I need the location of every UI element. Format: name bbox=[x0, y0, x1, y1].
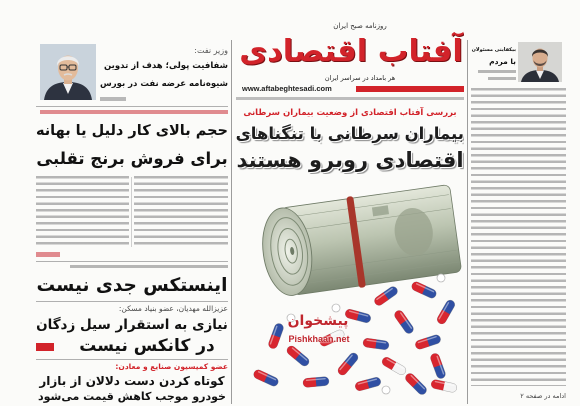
rice-story-body-column-1 bbox=[134, 176, 228, 248]
continued-on-page-link[interactable]: ادامه در صفحه ۲ bbox=[520, 392, 566, 400]
oil-minister-photo bbox=[40, 44, 96, 100]
pill bbox=[437, 274, 445, 282]
capsule bbox=[373, 285, 399, 307]
website-url: www.aftabeghtesadi.com bbox=[242, 84, 332, 93]
capsule bbox=[303, 376, 330, 387]
column-divider-right bbox=[467, 40, 468, 404]
editorial-title: بیکفایتی مسئولان bbox=[471, 47, 516, 53]
pill bbox=[382, 386, 390, 394]
instex-story-headline[interactable]: اینستکس جدی نیست bbox=[36, 275, 228, 296]
editorial-author-photo bbox=[518, 42, 562, 82]
editorial-author-role bbox=[488, 77, 516, 80]
capsule bbox=[285, 344, 311, 368]
lead-story-headline-line2[interactable]: اقتصادی روبرو هستند bbox=[236, 148, 464, 172]
lead-story-headline[interactable]: بیماران سرطانی با تنگناهای bbox=[236, 124, 464, 143]
capsule bbox=[336, 351, 360, 377]
column-divider-left bbox=[231, 40, 232, 404]
flood-story-headline-line2[interactable]: در کانکس نیست bbox=[79, 336, 215, 356]
car-market-headline[interactable]: کوتاه کردن دست دلالان از بازار bbox=[39, 374, 225, 388]
editorial-body-text bbox=[471, 88, 566, 386]
capsule-red-half bbox=[430, 379, 445, 391]
capsule bbox=[410, 280, 437, 299]
masthead-tagline: روزنامه صبح ایران bbox=[333, 22, 387, 30]
editorial-title-line2: با مردم bbox=[489, 57, 516, 66]
car-market-kicker: عضو کمیسیون صنایع و معادن: bbox=[115, 362, 228, 371]
flood-story-headline[interactable]: نیازی به استقرار سیل زدگان bbox=[36, 317, 228, 333]
watermark-logo: پیشخوان bbox=[287, 313, 349, 329]
capsule bbox=[430, 379, 457, 393]
capsule bbox=[429, 352, 446, 380]
capsule bbox=[380, 356, 407, 377]
rice-story-headline-line2[interactable]: برای فروش برنج تقلبی bbox=[36, 149, 228, 168]
issue-date-line bbox=[236, 97, 464, 100]
masthead-red-bar bbox=[356, 86, 464, 92]
column-divider bbox=[131, 177, 132, 247]
capsule bbox=[354, 376, 381, 391]
capsule bbox=[363, 338, 390, 351]
oil-minister-page-ref bbox=[100, 97, 126, 101]
section-divider bbox=[36, 261, 228, 262]
capsule bbox=[414, 334, 442, 351]
lead-story-kicker: بررسی آفتاب اقتصادی از وضعیت بیماران سرطانی bbox=[243, 108, 457, 118]
section-divider bbox=[36, 106, 228, 107]
masthead-subtitle: هر بامداد در سراسر ایران bbox=[324, 74, 396, 82]
editorial-author-byline bbox=[478, 70, 516, 73]
capsule bbox=[404, 372, 429, 397]
capsule bbox=[393, 309, 415, 335]
oil-minister-kicker: وزیر نفت: bbox=[194, 46, 228, 55]
flood-story-kicker: عزیزالله مهدیان، عضو بنیاد مسکن: bbox=[118, 304, 228, 313]
capsule bbox=[436, 298, 457, 325]
capsule bbox=[252, 368, 279, 387]
rice-story-page-ref bbox=[36, 252, 60, 257]
rice-story-intro bbox=[40, 110, 228, 114]
section-divider bbox=[36, 359, 228, 360]
car-market-headline-line2[interactable]: خودرو موجب کاهش قیمت می‌شود bbox=[38, 390, 226, 403]
newspaper-logo: آفتاب اقتصادی bbox=[239, 34, 463, 69]
rice-story-body-column-2 bbox=[36, 176, 129, 248]
instex-story-kicker bbox=[70, 265, 228, 268]
oil-minister-headline[interactable]: شفافیت پولی؛ هدف از تدوین bbox=[104, 61, 228, 71]
lead-story-photo bbox=[236, 178, 464, 402]
money-roll bbox=[257, 182, 462, 300]
rice-story-headline[interactable]: حجم بالای کار دلیل یا بهانه bbox=[36, 123, 228, 139]
oil-minister-headline-line2[interactable]: شیوه‌نامه عرضه نفت در بورس bbox=[100, 79, 228, 89]
watermark-url: Pishkhaan.net bbox=[288, 334, 350, 344]
flood-story-page-tag bbox=[36, 343, 54, 351]
section-divider bbox=[36, 301, 228, 302]
